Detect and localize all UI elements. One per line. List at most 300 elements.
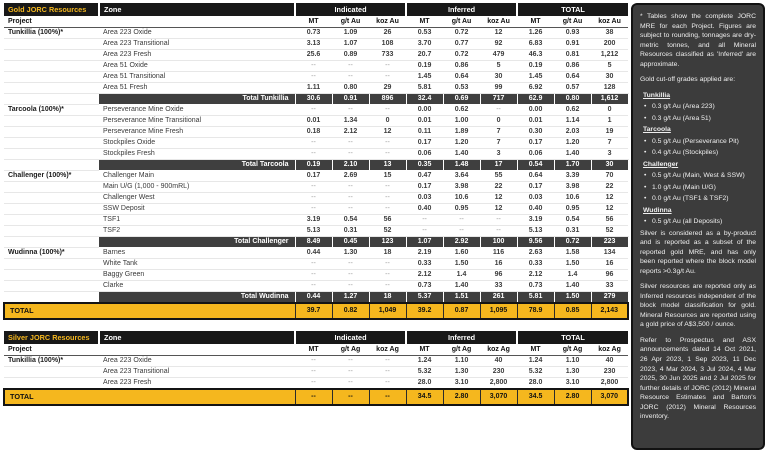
value-cell: -- [332, 105, 369, 116]
table-row [4, 50, 628, 61]
table-row [4, 138, 628, 149]
table-row [4, 389, 628, 405]
project-name: Tunkillia (100%)* [4, 28, 99, 39]
value-cell: 0.17 [406, 182, 443, 193]
value-cell: 1.4 [443, 270, 480, 281]
table-row [4, 237, 628, 248]
value-cell: 733 [369, 50, 406, 61]
value-cell: 0.06 [517, 149, 554, 160]
section-total-value: 30.6 [295, 94, 332, 105]
project-spacer [4, 83, 99, 94]
table-row [4, 3, 628, 16]
value-cell: 12 [591, 204, 628, 215]
value-cell: 1 [591, 116, 628, 127]
value-cell: -- [369, 61, 406, 72]
value-cell: 1.26 [517, 28, 554, 39]
value-cell: -- [332, 149, 369, 160]
value-cell: 28.0 [517, 378, 554, 390]
table-gap [3, 320, 628, 331]
section-total-value: 5.81 [517, 292, 554, 304]
grand-total-value: 1,049 [369, 303, 406, 319]
value-cell: 16 [591, 259, 628, 270]
value-cell: -- [406, 215, 443, 226]
value-cell: 1.14 [554, 116, 591, 127]
value-cell: -- [480, 226, 517, 237]
value-cell: 10.6 [554, 193, 591, 204]
value-cell: -- [480, 105, 517, 116]
table-row [4, 83, 628, 94]
value-cell: -- [295, 270, 332, 281]
value-cell: 0.89 [332, 50, 369, 61]
grand-total-value: 2.80 [554, 389, 591, 405]
value-cell: -- [332, 204, 369, 215]
note-paragraph: Refer to Prospectus and ASX announcements dated 14 Oct 2021, 26 Apr 2023, 1 Sep 2023, 11 Dec 2023, 4 Mar 2024, 3 Jul 2024, 4 Mar 2025, 30 Jun 2025 and 2 Jul 2025 for further details of JORC (2012) Mineral Resource Estimates and Barton's JORC (2012) Mineral Resources inventory. [640, 336, 756, 421]
grand-total-value: 0.85 [554, 303, 591, 319]
value-cell: 2.12 [517, 270, 554, 281]
value-cell: 38 [591, 28, 628, 39]
value-cell: 33 [591, 281, 628, 292]
value-cell: 3.19 [517, 215, 554, 226]
table-row [4, 248, 628, 259]
section-total-value: 62.9 [517, 94, 554, 105]
note-paragraph: * Tables show the complete JORC MRE for each Project. Figures are subject to rounding, tonnages are dry-metric tonnes, and all Mineral Resources classified as 'Inferred' are approximate. [640, 13, 756, 68]
value-cell: 1.24 [406, 356, 443, 367]
value-cell: 92 [480, 39, 517, 50]
zone-name: Area 223 Transitional [99, 367, 295, 378]
grand-total-value: 3,070 [480, 389, 517, 405]
zone-name: Area 51 Fresh [99, 83, 295, 94]
value-cell: 12 [480, 28, 517, 39]
value-cell: 10.6 [443, 193, 480, 204]
value-cell: 0.80 [332, 83, 369, 94]
value-cell: -- [369, 281, 406, 292]
value-cell: 5 [591, 61, 628, 72]
value-cell: -- [369, 72, 406, 83]
value-cell: 1.50 [554, 259, 591, 270]
value-cell: 33 [480, 281, 517, 292]
table-row [4, 367, 628, 378]
value-cell: -- [443, 226, 480, 237]
value-cell: 3.70 [406, 39, 443, 50]
unit-header: MT [295, 344, 332, 356]
value-cell: 0.00 [406, 105, 443, 116]
zone-name: TSF1 [99, 215, 295, 226]
unit-header: koz Ag [480, 344, 517, 356]
value-cell: 128 [591, 83, 628, 94]
section-total-value: 5.37 [406, 292, 443, 304]
section-total-value: 9.56 [517, 237, 554, 248]
value-cell: 30 [480, 72, 517, 83]
section-total-value: 0.80 [554, 94, 591, 105]
section-total-value: 123 [369, 237, 406, 248]
grand-total-value: -- [369, 389, 406, 405]
value-cell: 1.09 [332, 28, 369, 39]
group-header-inferred: Inferred [406, 3, 517, 16]
value-cell: 16 [480, 259, 517, 270]
section-total-value: 100 [480, 237, 517, 248]
silver-resources-table [3, 331, 629, 406]
project-spacer [4, 39, 99, 50]
zone-name: Area 223 Oxide [99, 28, 295, 39]
project-spacer [4, 160, 99, 171]
project-spacer [4, 237, 99, 248]
grand-total-value: 3,070 [591, 389, 628, 405]
project-spacer [4, 182, 99, 193]
table-row [4, 72, 628, 83]
project-spacer [4, 61, 99, 72]
note-paragraph: Silver is considered as a by-product and is reported as a subset of the reported gold MRE, and has only been reported where the block model reports >0.3g/t Au. [640, 229, 756, 275]
value-cell: 1.4 [554, 270, 591, 281]
zone-name: TSF2 [99, 226, 295, 237]
value-cell: 52 [591, 226, 628, 237]
table-row [4, 105, 628, 116]
value-cell: 0.17 [406, 138, 443, 149]
zone-name: Challenger Main [99, 171, 295, 182]
project-name: Tarcoola (100%)* [4, 105, 99, 116]
value-cell: -- [295, 259, 332, 270]
unit-header: koz Ag [369, 344, 406, 356]
unit-header: g/t Au [332, 16, 369, 28]
value-cell: 1.40 [554, 281, 591, 292]
value-cell: 0.73 [295, 28, 332, 39]
value-cell: 0.81 [554, 50, 591, 61]
project-spacer [4, 149, 99, 160]
grand-total-value: 78.9 [517, 303, 554, 319]
grand-total-value: 0.82 [332, 303, 369, 319]
section-total-label: Total Tunkillia [99, 94, 295, 105]
value-cell: 0.95 [554, 204, 591, 215]
value-cell: 5.32 [406, 367, 443, 378]
value-cell: 55 [480, 171, 517, 182]
section-total-value: 0.35 [406, 160, 443, 171]
value-cell: 0.33 [517, 259, 554, 270]
grand-total-label: TOTAL [4, 389, 295, 405]
group-header-indicated: Indicated [295, 3, 406, 16]
value-cell: 230 [480, 367, 517, 378]
section-total-value: 0.54 [517, 160, 554, 171]
table-row [4, 94, 628, 105]
unit-header: MT [406, 344, 443, 356]
note-bullet: • 0.3 g/t Au (Area 223) [643, 102, 756, 112]
value-cell: 3 [591, 149, 628, 160]
value-cell: 56 [369, 215, 406, 226]
table-row [4, 356, 628, 367]
project-name: Challenger (100%)* [4, 171, 99, 182]
section-total-label: Total Challenger [99, 237, 295, 248]
project-spacer [4, 259, 99, 270]
value-cell: 46.3 [517, 50, 554, 61]
value-cell: 2.12 [406, 270, 443, 281]
value-cell: 3.13 [295, 39, 332, 50]
section-total-value: 1.07 [406, 237, 443, 248]
value-cell: 3.19 [295, 215, 332, 226]
grand-total-value: 2,143 [591, 303, 628, 319]
unit-header: MT [295, 16, 332, 28]
value-cell: 5.13 [295, 226, 332, 237]
value-cell: 56 [591, 215, 628, 226]
value-cell: 0.40 [517, 204, 554, 215]
note-bullet: • 0.5 g/t Au (Perseverance Pit) [643, 137, 756, 147]
value-cell: -- [369, 193, 406, 204]
section-total-value: 1.50 [554, 292, 591, 304]
note-heading: Wudinna [643, 206, 672, 214]
value-cell: -- [295, 281, 332, 292]
unit-header: koz Ag [591, 344, 628, 356]
table-row [4, 270, 628, 281]
section-total-value: 279 [591, 292, 628, 304]
grand-total-value: 0.87 [443, 303, 480, 319]
project-spacer [4, 378, 99, 390]
project-spacer [4, 292, 99, 304]
table-row [4, 116, 628, 127]
table-row [4, 259, 628, 270]
value-cell: 2.19 [406, 248, 443, 259]
table-row [4, 39, 628, 50]
section-total-value: 1.70 [554, 160, 591, 171]
section-total-value: 1.51 [443, 292, 480, 304]
value-cell: 0.77 [443, 39, 480, 50]
project-spacer [4, 50, 99, 61]
zone-name: Area 223 Oxide [99, 356, 295, 367]
value-cell: 0.95 [443, 204, 480, 215]
value-cell: 1.50 [443, 259, 480, 270]
group-header-indicated: Indicated [295, 331, 406, 344]
notes-panel [631, 3, 765, 450]
value-cell: 0.18 [295, 127, 332, 138]
table-row [4, 149, 628, 160]
zone-name: Perseverance Mine Oxide [99, 105, 295, 116]
value-cell: 1.30 [554, 367, 591, 378]
project-spacer [4, 116, 99, 127]
zone-column-header: Zone [99, 3, 295, 16]
value-cell: 0.57 [554, 83, 591, 94]
project-spacer [4, 281, 99, 292]
unit-header: MT [517, 344, 554, 356]
value-cell: 3 [480, 149, 517, 160]
value-cell: 200 [591, 39, 628, 50]
group-header-inferred: Inferred [406, 331, 517, 344]
table-row [4, 378, 628, 390]
zone-name: Challenger West [99, 193, 295, 204]
value-cell: 0.17 [517, 138, 554, 149]
value-cell: 0.19 [517, 61, 554, 72]
value-cell: 479 [480, 50, 517, 61]
zone-name: SSW Deposit [99, 204, 295, 215]
zone-column-spacer [99, 344, 295, 356]
value-cell: -- [295, 193, 332, 204]
value-cell: -- [369, 270, 406, 281]
value-cell: -- [369, 138, 406, 149]
value-cell: 1.45 [517, 72, 554, 83]
section-total-value: 261 [480, 292, 517, 304]
table-title: Gold JORC Resources [4, 3, 99, 16]
table-row [4, 204, 628, 215]
value-cell: 0.91 [554, 39, 591, 50]
table-row [4, 182, 628, 193]
value-cell: 3.64 [443, 171, 480, 182]
table-row [4, 160, 628, 171]
value-cell: 2,800 [591, 378, 628, 390]
value-cell: 1.10 [443, 356, 480, 367]
section-total-label: Total Tarcoola [99, 160, 295, 171]
grand-total-value: 34.5 [517, 389, 554, 405]
value-cell: 40 [480, 356, 517, 367]
value-cell: 0.03 [406, 193, 443, 204]
value-cell: 0 [480, 116, 517, 127]
zone-name: Area 51 Transitional [99, 72, 295, 83]
value-cell: 99 [480, 83, 517, 94]
value-cell: 2.69 [332, 171, 369, 182]
zone-name: Area 223 Transitional [99, 39, 295, 50]
value-cell: 26 [369, 28, 406, 39]
table-row [4, 127, 628, 138]
section-total-label: Total Wudinna [99, 292, 295, 304]
value-cell: 0.03 [517, 193, 554, 204]
zone-column-spacer [99, 16, 295, 28]
zone-column-header: Zone [99, 331, 295, 344]
gold-resources-table [3, 3, 629, 320]
project-spacer [4, 204, 99, 215]
value-cell: 12 [480, 204, 517, 215]
section-total-value: 0.72 [554, 237, 591, 248]
value-cell: -- [369, 367, 406, 378]
value-cell: 2.12 [332, 127, 369, 138]
value-cell: 7 [480, 127, 517, 138]
value-cell: -- [295, 105, 332, 116]
value-cell: -- [295, 72, 332, 83]
value-cell: 3.10 [443, 378, 480, 390]
value-cell: -- [332, 193, 369, 204]
value-cell: 0.31 [554, 226, 591, 237]
section-total-value: 17 [480, 160, 517, 171]
value-cell: 0.73 [517, 281, 554, 292]
value-cell: 2,800 [480, 378, 517, 390]
note-heading: Tarcoola [643, 126, 671, 134]
value-cell: 20.7 [406, 50, 443, 61]
value-cell: -- [369, 356, 406, 367]
value-cell: -- [332, 281, 369, 292]
unit-header: koz Au [480, 16, 517, 28]
note-bullet: • 0.0 g/t Au (TSF1 & TSF2) [643, 194, 756, 204]
table-row [4, 16, 628, 28]
grand-total-value: -- [295, 389, 332, 405]
value-cell: 7 [591, 138, 628, 149]
value-cell: 0.73 [406, 281, 443, 292]
value-cell: 1.24 [517, 356, 554, 367]
value-cell: 0.40 [406, 204, 443, 215]
note-bullet: • 0.5 g/t Au (Main, West & SSW) [643, 171, 756, 181]
unit-header: g/t Ag [443, 344, 480, 356]
value-cell: 1.45 [406, 72, 443, 83]
note-paragraph: Silver resources are reported only as Inferred resources independent of the block model classification for gold. Mineral Resources are reported using a gold price of A$3,500 / ounce. [640, 283, 756, 329]
value-cell: 96 [480, 270, 517, 281]
value-cell: 5 [480, 61, 517, 72]
grand-total-value: -- [332, 389, 369, 405]
value-cell: 1.07 [332, 39, 369, 50]
project-spacer [4, 138, 99, 149]
project-name: Tunkillia (100%)* [4, 356, 99, 367]
value-cell: 1.89 [443, 127, 480, 138]
table-row [4, 226, 628, 237]
value-cell: 0.93 [554, 28, 591, 39]
value-cell: -- [480, 215, 517, 226]
value-cell: 1.40 [443, 149, 480, 160]
value-cell: 0.64 [517, 171, 554, 182]
section-total-value: 0.69 [443, 94, 480, 105]
value-cell: 0.06 [406, 149, 443, 160]
project-spacer [4, 215, 99, 226]
value-cell: 134 [591, 248, 628, 259]
zone-name: White Tank [99, 259, 295, 270]
section-total-value: 223 [591, 237, 628, 248]
note-bullet: • 0.4 g/t Au (Stockpiles) [643, 148, 756, 158]
value-cell: 29 [369, 83, 406, 94]
value-cell: 0.17 [295, 171, 332, 182]
grand-total-value: 39.7 [295, 303, 332, 319]
table-row [4, 215, 628, 226]
table-row [4, 344, 628, 356]
unit-header: MT [517, 16, 554, 28]
project-spacer [4, 367, 99, 378]
section-total-value: 0.91 [332, 94, 369, 105]
value-cell: 0.64 [443, 72, 480, 83]
value-cell: 0.47 [406, 171, 443, 182]
resource-tables-area [3, 3, 628, 406]
value-cell: 116 [480, 248, 517, 259]
value-cell: 0.86 [443, 61, 480, 72]
table-row [4, 331, 628, 344]
value-cell: 12 [480, 193, 517, 204]
zone-name: Main U/G (1,000 - 900mRL) [99, 182, 295, 193]
unit-header: koz Au [591, 16, 628, 28]
grand-total-value: 1,095 [480, 303, 517, 319]
grand-total-value: 34.5 [406, 389, 443, 405]
zone-name: Baggy Green [99, 270, 295, 281]
section-total-value: 1.27 [332, 292, 369, 304]
value-cell: 0.53 [406, 28, 443, 39]
value-cell: 1,212 [591, 50, 628, 61]
section-total-value: 13 [369, 160, 406, 171]
project-spacer [4, 72, 99, 83]
project-name: Wudinna (100%)* [4, 248, 99, 259]
value-cell: 2.63 [517, 248, 554, 259]
value-cell: 1.58 [554, 248, 591, 259]
value-cell: 25.6 [295, 50, 332, 61]
value-cell: 1.00 [443, 116, 480, 127]
value-cell: 0.01 [517, 116, 554, 127]
zone-name: Stockpiles Oxide [99, 138, 295, 149]
table-row [4, 281, 628, 292]
value-cell: 1.30 [443, 367, 480, 378]
section-total-value: 8.49 [295, 237, 332, 248]
unit-header: koz Au [369, 16, 406, 28]
value-cell: 1.30 [332, 248, 369, 259]
section-total-value: 1,612 [591, 94, 628, 105]
zone-name: Perseverance Mine Fresh [99, 127, 295, 138]
value-cell: 1.20 [443, 138, 480, 149]
table-row [4, 303, 628, 319]
project-spacer [4, 270, 99, 281]
value-cell: -- [332, 138, 369, 149]
value-cell: -- [443, 215, 480, 226]
value-cell: 3.98 [443, 182, 480, 193]
value-cell: 0 [369, 116, 406, 127]
value-cell: 1.40 [554, 149, 591, 160]
value-cell: -- [332, 356, 369, 367]
value-cell: -- [369, 149, 406, 160]
zone-name: Clarke [99, 281, 295, 292]
value-cell: 5.32 [517, 367, 554, 378]
